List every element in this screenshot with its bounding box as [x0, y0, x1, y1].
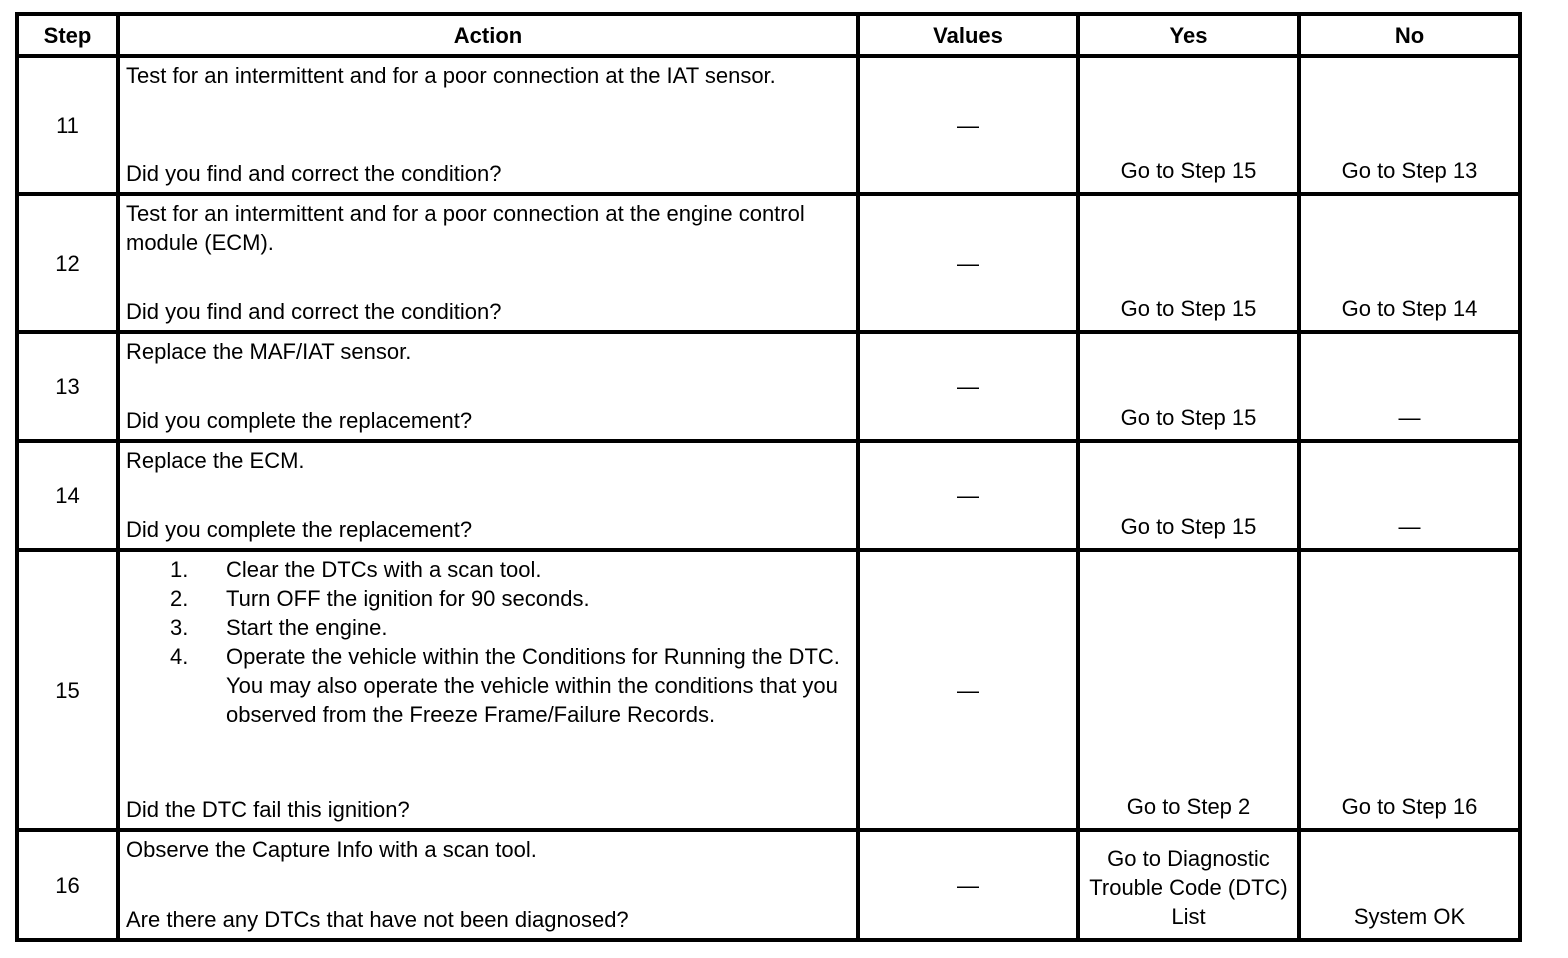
no-cell — [1299, 830, 1520, 940]
header-action: Action — [118, 14, 858, 56]
no-cell — [1299, 56, 1520, 194]
yes-outcome: Go to Step 15 — [1120, 296, 1257, 321]
step-number: 11 — [17, 56, 118, 194]
diagnostic-table — [15, 12, 1522, 942]
list-text: Clear the DTCs with a scan tool. — [226, 557, 542, 582]
action-question: Did the DTC fail this ignition? — [126, 797, 410, 822]
header-step: Step — [17, 14, 118, 56]
action-question: Are there any DTCs that have not been diagnosed? — [126, 907, 629, 932]
action-text: Test for an intermittent and for a poor connection at the IAT sensor. — [126, 63, 776, 88]
yes-outcome: Go to Diagnostic Trouble Code (DTC) List — [1089, 846, 1288, 929]
list-item — [170, 642, 850, 729]
action-text: Observe the Capture Info with a scan tool. — [126, 837, 537, 862]
no-cell — [1299, 550, 1520, 830]
action-cell — [118, 194, 858, 332]
action-question: Did you complete the replacement? — [126, 517, 473, 542]
header-no: No — [1299, 14, 1520, 56]
yes-cell — [1078, 332, 1299, 441]
table-row — [17, 830, 1520, 940]
values-cell: — — [858, 550, 1078, 830]
header-yes: Yes — [1078, 14, 1299, 56]
no-outcome: System OK — [1353, 904, 1466, 929]
action-question: Did you find and correct the condition? — [126, 299, 502, 324]
action-text: Replace the ECM. — [126, 448, 305, 473]
no-cell — [1299, 194, 1520, 332]
no-outcome: Go to Step 16 — [1341, 794, 1478, 819]
action-cell — [118, 56, 858, 194]
action-question: Did you find and correct the condition? — [126, 161, 502, 186]
values-cell: — — [858, 56, 1078, 194]
header-values: Values — [858, 14, 1078, 56]
step-number: 15 — [17, 550, 118, 830]
yes-cell — [1078, 56, 1299, 194]
action-cell — [118, 332, 858, 441]
list-number: 4. — [170, 644, 189, 669]
list-number: 2. — [170, 586, 189, 611]
no-cell — [1299, 441, 1520, 550]
table-row — [17, 194, 1520, 332]
yes-cell — [1078, 830, 1299, 940]
yes-outcome: Go to Step 15 — [1120, 514, 1257, 539]
list-text: Start the engine. — [226, 615, 388, 640]
yes-outcome: Go to Step 15 — [1120, 405, 1257, 430]
no-outcome: Go to Step 14 — [1341, 296, 1478, 321]
table-row — [17, 441, 1520, 550]
procedure-list — [126, 555, 850, 729]
values-cell: — — [858, 194, 1078, 332]
yes-outcome: Go to Step 15 — [1120, 158, 1257, 183]
action-cell — [118, 441, 858, 550]
list-item — [170, 613, 850, 642]
step-number: 16 — [17, 830, 118, 940]
no-outcome: Go to Step 13 — [1341, 158, 1478, 183]
list-number: 3. — [170, 615, 189, 640]
action-cell — [118, 550, 858, 830]
values-cell: — — [858, 830, 1078, 940]
yes-cell — [1078, 194, 1299, 332]
action-text: Test for an intermittent and for a poor connection at the engine control module (ECM). — [126, 201, 805, 255]
list-number: 1. — [170, 557, 189, 582]
list-item — [170, 584, 850, 613]
step-number: 12 — [17, 194, 118, 332]
values-cell: — — [858, 441, 1078, 550]
action-cell — [118, 830, 858, 940]
step-number: 13 — [17, 332, 118, 441]
table-row — [17, 56, 1520, 194]
no-cell — [1299, 332, 1520, 441]
action-question: Did you complete the replacement? — [126, 408, 473, 433]
yes-outcome: Go to Step 2 — [1126, 794, 1251, 819]
yes-cell — [1078, 441, 1299, 550]
table-row — [17, 332, 1520, 441]
no-outcome: — — [1398, 405, 1421, 430]
yes-cell — [1078, 550, 1299, 830]
table-row — [17, 550, 1520, 830]
list-text: Operate the vehicle within the Conditions for Running the DTC. You may also operate the vehicle within the conditions that you observed from the Freeze Frame/Failure Records. — [226, 644, 840, 727]
step-number: 14 — [17, 441, 118, 550]
header-row — [17, 14, 1520, 56]
action-text: Replace the MAF/IAT sensor. — [126, 339, 412, 364]
list-item — [170, 555, 850, 584]
no-outcome: — — [1398, 514, 1421, 539]
list-text: Turn OFF the ignition for 90 seconds. — [226, 586, 590, 611]
values-cell: — — [858, 332, 1078, 441]
